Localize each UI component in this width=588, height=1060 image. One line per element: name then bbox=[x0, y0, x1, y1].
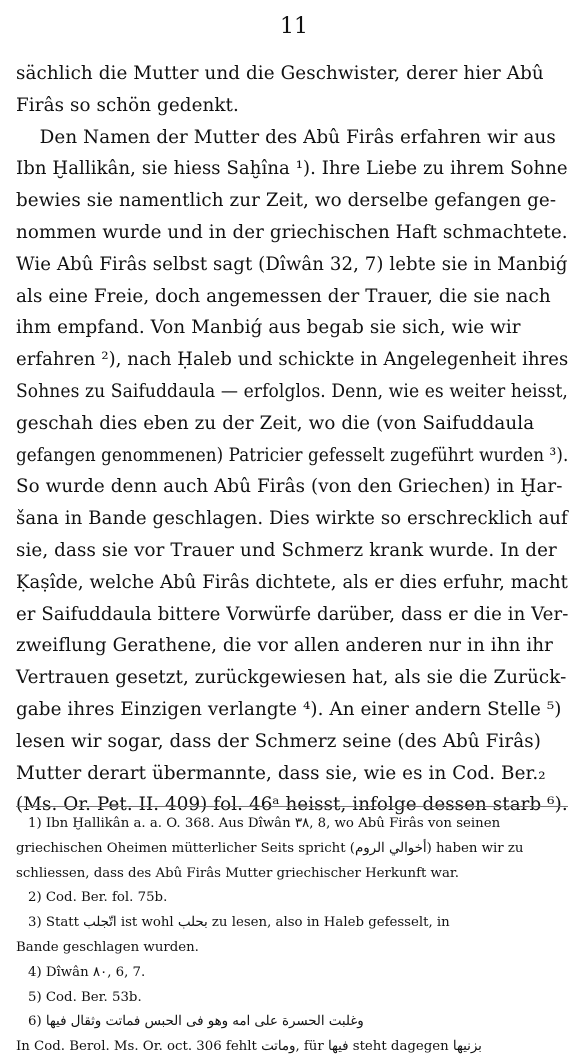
body-line: Ḳaṣîde, welche Abû Firâs dichtete, als er dies erfuhr, macht bbox=[16, 571, 568, 593]
footnote-line: 1) Ibn Ḫallikân a. a. O. 368. Aus Dîwân ٣٨, 8, wo Abû Firâs von seinen bbox=[28, 816, 501, 831]
body-text bbox=[16, 58, 568, 821]
body-line: zweiflung Gerathene, die vor allen anderen nur in ihn ihr bbox=[16, 635, 554, 657]
footnote-line: In Cod. Berol. Ms. Or. oct. 306 fehlt وماتت, für فيها steht dagegen بزنيها bbox=[16, 1039, 482, 1055]
body-line: gefangen genommenen) Patricier gefesselt zugeführt wurden ³). bbox=[16, 444, 569, 466]
body-line: Vertrauen gesetzt, zurückgewiesen hat, als sie die Zurück- bbox=[16, 667, 567, 689]
body-line: als eine Freie, doch angemessen der Trauer, die sie nach bbox=[16, 285, 551, 307]
body-line: sie, dass sie vor Trauer und Schmerz krank wurde. In der bbox=[16, 539, 557, 561]
body-line: šana in Bande geschlagen. Dies wirkte so erschrecklich auf bbox=[16, 508, 568, 530]
page-number: 11 bbox=[280, 14, 308, 39]
body-line: gabe ihres Einzigen verlangte ⁴). An einer andern Stelle ⁵) bbox=[16, 698, 562, 720]
body-line: Mutter derart übermannte, dass sie, wie es in Cod. Ber.₂ bbox=[16, 762, 546, 784]
footnote-line: 4) Dîwân ٨٠, 6, 7. bbox=[28, 964, 146, 980]
body-line: Wie Abû Firâs selbst sagt (Dîwân 32, 7) lebte sie in Manbiǵ bbox=[16, 253, 568, 275]
body-line: nommen wurde und in der griechischen Haft schmachtete. bbox=[16, 221, 568, 243]
footnote-line: schliessen, dass des Abû Firâs Mutter griechischer Herkunft war. bbox=[16, 865, 459, 881]
footnotes bbox=[16, 812, 568, 1060]
body-line: erfahren ²), nach Ḥaleb und schickte in Angelegenheit ihres bbox=[16, 349, 569, 371]
body-line: er Saifuddaula bittere Vorwürfe darüber, dass er die in Ver- bbox=[16, 603, 569, 625]
body-line: (Ms. Or. Pet. II. 409) fol. 46ᵃ heisst, infolge dessen starb ⁶). bbox=[16, 794, 568, 816]
body-line: geschah dies eben zu der Zeit, wo die (von Saifuddaula bbox=[16, 412, 535, 434]
body-line: Ibn Ḫallikân, sie hiess Saḫîna ¹). Ihre Liebe zu ihrem Sohne bbox=[16, 158, 568, 180]
body-line: Firâs so schön gedenkt. bbox=[16, 94, 239, 116]
footnote-line: griechischen Oheimen mütterlicher Seits spricht (أخوالي الروم) haben wir zu bbox=[16, 840, 524, 856]
footnote-line: 5) Cod. Ber. 53b. bbox=[28, 989, 142, 1005]
footnote-line: 6) وغلبت الحسرة على امه وهو فى الحبس فماتت وثقال فيها bbox=[28, 1014, 364, 1030]
body-line: Sohnes zu Saifuddaula — erfolglos. Denn, wie es weiter heisst, bbox=[16, 380, 568, 402]
body-line: Den Namen der Mutter des Abû Firâs erfahren wir aus bbox=[16, 126, 556, 148]
footnote-line: 2) Cod. Ber. fol. 75b. bbox=[28, 890, 168, 906]
body-line: So wurde denn auch Abû Firâs (von den Griechen) in Ḫar- bbox=[16, 476, 563, 498]
footnote-line: 3) Statt اتّجلب ist wohl بحلب zu lesen, also in Haleb gefesselt, in bbox=[28, 915, 450, 931]
body-line: ihm empfand. Von Manbiǵ aus begab sie sich, wie wir bbox=[16, 317, 521, 339]
footnote-line: Bande geschlagen wurden. bbox=[16, 939, 199, 955]
body-line: sächlich die Mutter und die Geschwister, derer hier Abû bbox=[16, 63, 544, 84]
body-line: lesen wir sogar, dass der Schmerz seine (des Abû Firâs) bbox=[16, 730, 541, 752]
body-line: bewies sie namentlich zur Zeit, wo derselbe gefangen ge- bbox=[16, 190, 557, 212]
footnote-divider bbox=[16, 806, 568, 807]
